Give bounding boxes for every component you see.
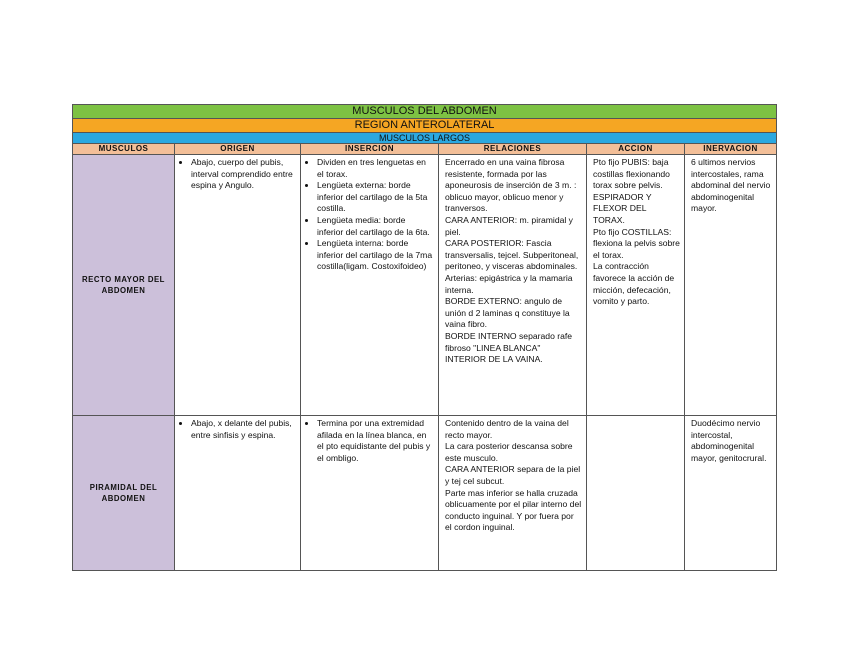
relaciones-line: Arterias: epigástrica y la mamaria interna. [445,272,573,295]
inervacion-line: 6 ultimos nervios intercostales, rama abdominal del nervio abdominogenital mayor. [691,157,771,214]
insercion-item: • Dividen en tres lenguetas en el torax. [317,157,434,180]
column-header-inervacion: INERVACION [685,144,777,155]
relaciones-line: Parte mas inferior se halla cruzada oblicuamente por el pilar interno del conducto inguinal. Y por fuera por el cordon inguinal. [445,487,582,533]
relaciones-cell [439,416,587,571]
column-header-insercion: INSERCION [301,144,439,155]
relaciones-cell [439,155,587,416]
accion-cell [587,155,685,416]
accion-line: Pto fijo COSTILLAS: flexiona la pelvis sobre el torax. [593,226,680,260]
relaciones-line: BORDE EXTERNO: angulo de unión d 2 laminas q constituye la vaina fibro. [445,296,570,330]
origen-item: • Abajo, cuerpo del pubis, interval comprendido entre espina y Angulo. [191,157,296,192]
relaciones-line: CARA ANTERIOR: m. piramidal y piel. [445,214,573,237]
inervacion-cell [685,416,777,571]
insercion-item: • Lengüeta interna: borde inferior del cartilago de la 7ma costilla(ligam. Costoxifoideo) [317,238,434,273]
column-header-musculos: MUSCULOS [73,144,175,155]
accion-cell [587,416,685,571]
accion-line: Pto fijo PUBIS: baja costillas flexionando torax sobre pelvis. [593,157,670,191]
origen-cell [175,416,301,571]
relaciones-line: Contenido dentro de la vaina del recto mayor. [445,418,569,440]
inervacion-line: Duodécimo nervio intercostal, abdominogenital mayor, genitocrural. [691,418,767,463]
insercion-item: • Lengüeta media: borde inferior del cartilago de la 6ta. [317,215,434,238]
region-title: REGION ANTEROLATERAL [73,119,777,133]
relaciones-line: BORDE INTERNO separado rafe fibroso "LINEA BLANCA" INTERIOR DE LA VAINA. [445,330,573,365]
table-title: MUSCULOS DEL ABDOMEN [73,105,777,119]
relaciones-line: CARA ANTERIOR separa de la piel y tej cel subcut. [445,464,581,486]
column-header-accion: ACCION [587,144,685,155]
insercion-item: • Termina por una extremidad afilada en la línea blanca, en el pto equidistante del pubis y el ombligo. [317,418,434,464]
muscle-name: PIRAMIDAL DEL ABDOMEN [73,416,175,571]
accion-line: ESPIRADOR Y FLEXOR DEL TORAX. [593,191,652,225]
muscle-table [72,104,777,571]
table-row [73,155,777,416]
relaciones-line: Encerrado en una vaina fibrosa resistente, formada por las aponeurosis de inserción de 3 m. : oblicuo mayor, oblicuo menor y tranversos. [445,157,577,214]
relaciones-line: CARA POSTERIOR: Fascia transversalis, tejcel. Subperitoneal, peritoneo, y visceras abdominales. [445,238,579,272]
group-title: MUSCULOS LARGOS [73,133,777,144]
column-header-relaciones: RELACIONES [439,144,587,155]
origen-cell [175,155,301,416]
accion-line: La contracción favorece la acción de micción, defecación, vomito y parto. [593,261,675,307]
insercion-item: • Lengüeta externa: borde inferior del cartilago de la 5ta costilla. [317,180,434,215]
column-header-origen: ORIGEN [175,144,301,155]
muscle-name: RECTO MAYOR DEL ABDOMEN [73,155,175,416]
insercion-cell [301,155,439,416]
table-row [73,416,777,571]
insercion-cell [301,416,439,571]
origen-item: • Abajo, x delante del pubis, entre sinfisis y espina. [191,418,296,441]
relaciones-line: La cara posterior descansa sobre este musculo. [445,441,573,463]
muscle-table-sheet [72,104,776,571]
inervacion-cell [685,155,777,416]
